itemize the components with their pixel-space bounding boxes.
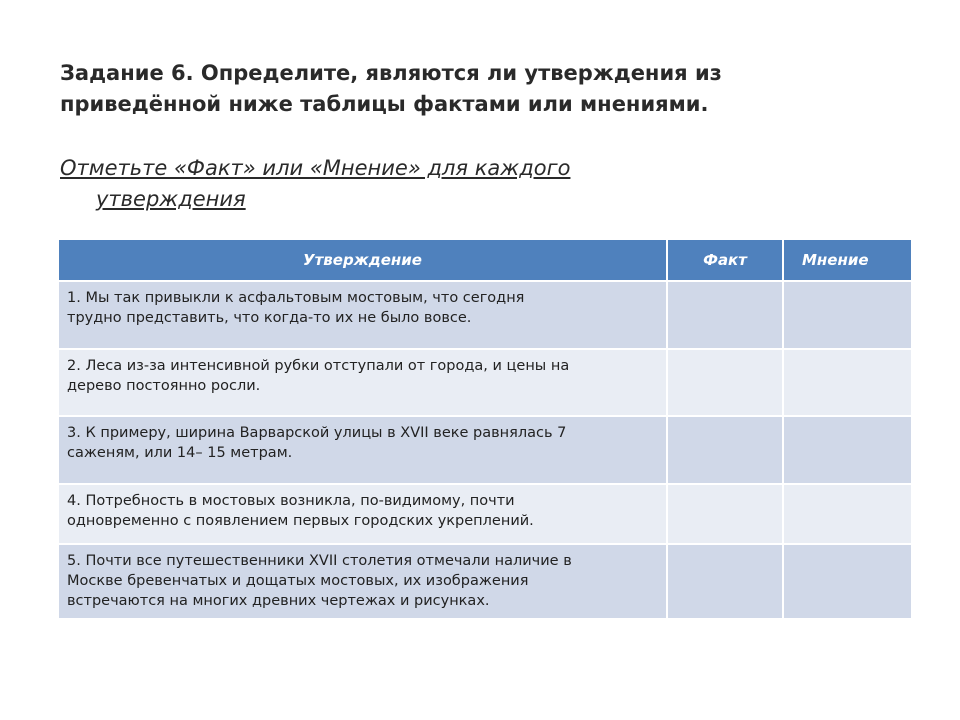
opinion-cell[interactable] xyxy=(783,544,912,619)
opinion-cell[interactable] xyxy=(783,281,912,349)
table-row xyxy=(58,416,912,484)
table-row xyxy=(58,281,912,349)
table-row xyxy=(58,349,912,416)
statement-cell xyxy=(58,544,667,619)
statement-line: встречаются на многих древних чертежах и рисунках. xyxy=(67,593,490,609)
table-header-row xyxy=(58,239,912,281)
fact-cell[interactable] xyxy=(667,416,783,484)
statement-cell xyxy=(58,484,667,544)
task-heading xyxy=(60,58,920,120)
header-statement: Утверждение xyxy=(58,239,667,281)
statement-line: 4. Потребность в мостовых возникла, по-видимому, почти xyxy=(67,493,515,509)
header-opinion: Мнение xyxy=(783,239,912,281)
statement-line: 3. К примеру, ширина Варварской улицы в XVII веке равнялась 7 xyxy=(67,425,567,441)
statement-line: Москве бревенчатых и дощатых мостовых, их изображения xyxy=(67,573,529,589)
statement-line: 2. Леса из-за интенсивной рубки отступали от города, и цены на xyxy=(67,358,570,374)
fact-cell[interactable] xyxy=(667,484,783,544)
fact-cell[interactable] xyxy=(667,281,783,349)
table-row xyxy=(58,544,912,619)
statement-line: 1. Мы так привыкли к асфальтовым мостовым, что сегодня xyxy=(67,290,525,306)
task-instruction-line-1: Отметьте «Факт» или «Мнение» для каждого xyxy=(60,156,571,180)
table-row xyxy=(58,484,912,544)
statement-cell xyxy=(58,281,667,349)
opinion-cell[interactable] xyxy=(783,484,912,544)
statement-cell xyxy=(58,349,667,416)
task-heading-line-1: Задание 6. Определите, являются ли утверждения из xyxy=(60,61,722,85)
statement-line: трудно представить, что когда-то их не было вовсе. xyxy=(67,310,472,326)
task-heading-line-2: приведённой ниже таблицы фактами или мнениями. xyxy=(60,92,709,116)
task-instruction xyxy=(60,153,920,215)
header-fact: Факт xyxy=(667,239,783,281)
statement-cell xyxy=(58,416,667,484)
statement-line: саженям, или 14– 15 метрам. xyxy=(67,445,293,461)
task-instruction-line-2: утверждения xyxy=(96,187,246,211)
fact-cell[interactable] xyxy=(667,544,783,619)
opinion-cell[interactable] xyxy=(783,349,912,416)
statement-line: 5. Почти все путешественники XVII столетия отмечали наличие в xyxy=(67,553,572,569)
statement-line: одновременно с появлением первых городских укреплений. xyxy=(67,513,534,529)
statement-line: дерево постоянно росли. xyxy=(67,378,261,394)
opinion-cell[interactable] xyxy=(783,416,912,484)
fact-cell[interactable] xyxy=(667,349,783,416)
fact-opinion-table xyxy=(57,238,913,620)
